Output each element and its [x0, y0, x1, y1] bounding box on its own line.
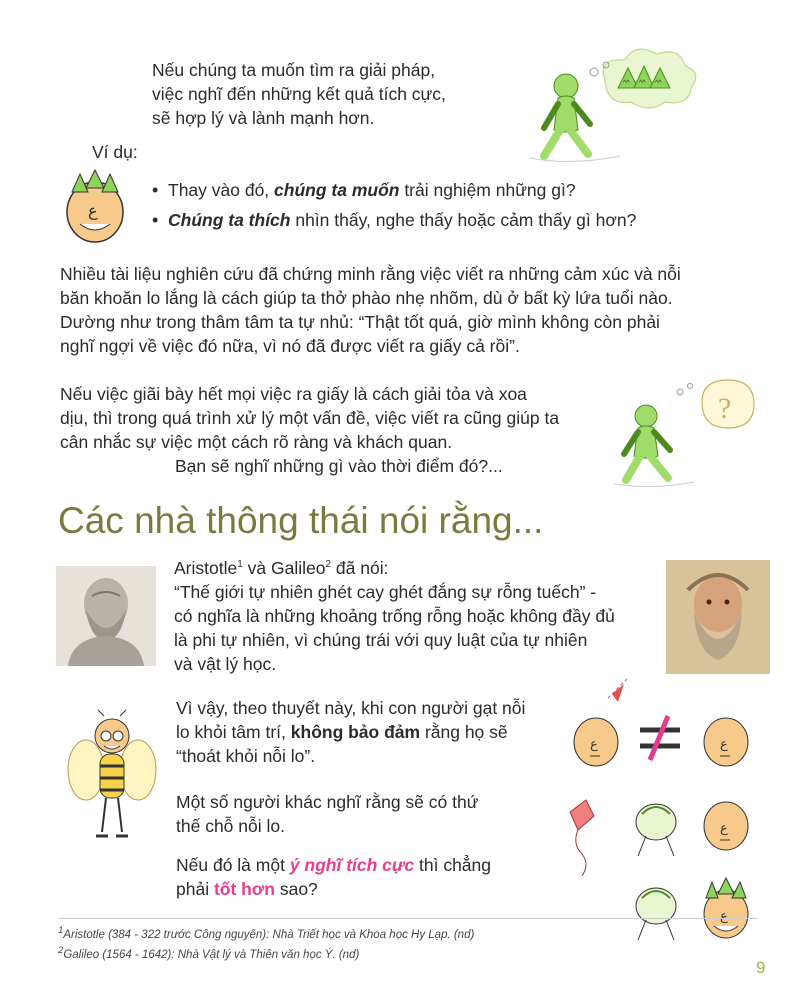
intro-paragraph — [152, 58, 532, 130]
intro-line: việc nghĩ đến những kết quả tích cực, — [152, 84, 446, 104]
svg-text:^^: ^^ — [623, 80, 630, 87]
bee-character-illustration — [66, 710, 158, 840]
section-title: Các nhà thông thái nói rằng... — [58, 500, 544, 541]
replacement-paragraph: Một số người khác nghĩ rằng sẽ có thứ thế chỗ nỗi lo. — [176, 792, 479, 836]
svg-text:?: ? — [718, 392, 732, 425]
svg-text:ع: ع — [720, 736, 728, 751]
walking-figure-thinking-illustration — [510, 40, 710, 165]
smiling-head-illustration — [60, 166, 130, 246]
svg-text:ع: ع — [720, 908, 728, 923]
philosophers-quote: Aristotle$^1$ và Galileo$^2$ đã nói: “Thế giới tự nhiên ghét cay ghét đắng sự rỗng tuếch” - có nghĩa là những khoảng trống rỗng hoặc không đầy đủ là phi tự nhiên, vì chúng trái với quy luật của tự nhiên và vật lý học. — [174, 553, 684, 676]
research-paragraph: Nhiều tài liệu nghiên cứu đã chứng minh rằng việc viết ra những cảm xúc và nỗi băn khoăn lo lắng là cách giúp ta thở phào nhẹ nhõm, dù ở bất kỳ lứa tuổi nào. Dường như trong thâm tâm ta tự nhủ: “Thật tốt quá, giờ mình không còn phải nghĩ ngợi về việc đó nữa, vì nó đã được viết ra giấy cả rồi”. — [60, 264, 681, 356]
example-label: Ví dụ: — [92, 142, 138, 162]
svg-text:ع: ع — [720, 820, 728, 835]
intro-line: Nếu chúng ta muốn tìm ra giải pháp, — [152, 60, 436, 80]
theory-paragraph: Vì vậy, theo thuyết này, khi con người gạt nỗi lo khỏi tâm trí, không bảo đảm rằng họ sẽ “thoát khỏi nỗi lo”. — [176, 698, 526, 766]
walking-figure-question-illustration — [610, 372, 770, 492]
bullet-item: • Chúng ta thích nhìn thấy, nghe thấy hoặc cảm thấy gì hơn? — [152, 208, 712, 232]
writing-paragraph: Nếu việc giãi bày hết mọi việc ra giấy là cách giải tỏa và xoa dịu, thì trong quá trình xử lý một vấn đề, việc viết ra cũng giúp ta cân nhắc sự việc một cách rõ ràng và khách quan. Bạn sẽ nghĩ những gì vào thời điểm đó?... — [60, 384, 560, 476]
intro-line: sẽ hợp lý và lành mạnh hơn. — [152, 108, 375, 128]
quote-attribution: Aristotle$^1$ và Galileo$^2$ đã nói: — [174, 557, 389, 578]
face-glyph: ع — [88, 203, 98, 220]
svg-text:^^: ^^ — [639, 80, 646, 87]
svg-text:^^: ^^ — [655, 80, 662, 87]
svg-text:ع: ع — [590, 736, 598, 751]
bullet-item: • Thay vào đó, chúng ta muốn trải nghiệm những gì? — [152, 178, 712, 202]
footnote-aristotle: $^1$Aristotle (384 - 322 trước Công nguyên): Nhà Triết học và Khoa học Hy Lạp. (nd) — [58, 925, 475, 941]
example-bullet-list — [152, 178, 712, 238]
page-number: 9 — [756, 958, 766, 977]
aristotle-bust-image — [56, 566, 156, 666]
footnotes — [58, 918, 758, 963]
positive-thought-paragraph: Nếu đó là một ý nghĩ tích cực thì chẳng phải tốt hơn sao? — [176, 855, 492, 899]
footnote-galileo: $^2$Galileo (1564 - 1642): Nhà Vật lý và Thiên văn học Ý. (nd) — [58, 944, 360, 961]
heads-comparison-illustration — [560, 664, 770, 950]
